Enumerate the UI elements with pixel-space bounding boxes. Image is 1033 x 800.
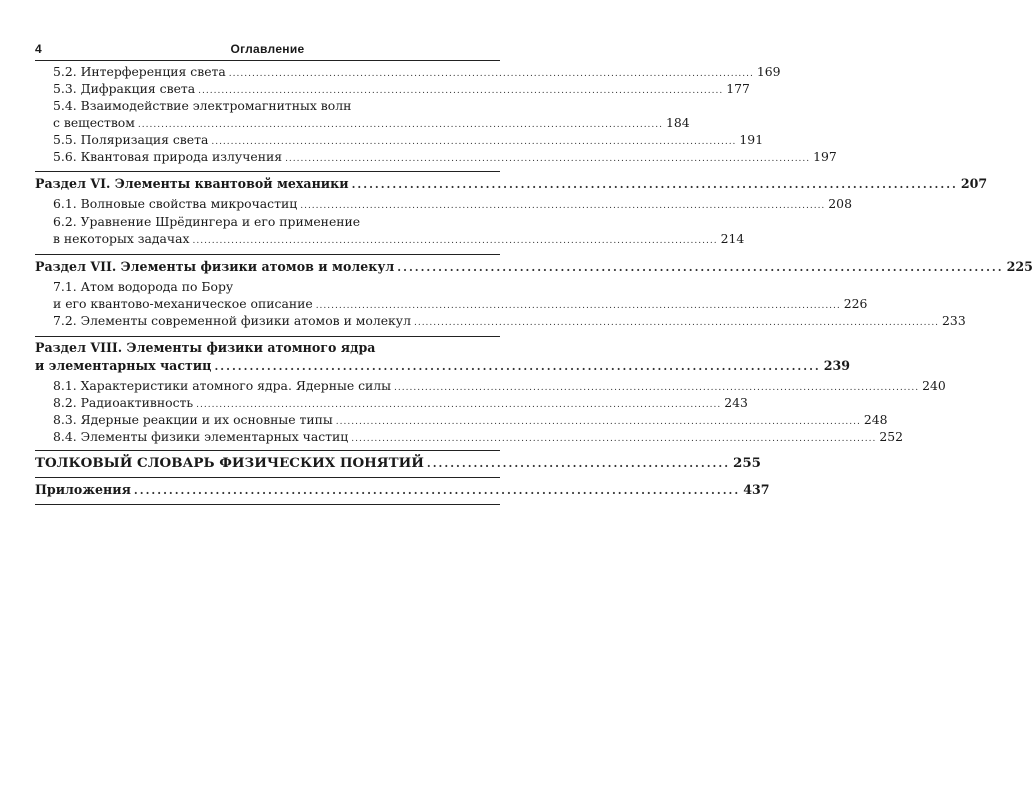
toc-section-text: Раздел VI. Элементы квантовой механики: [35, 176, 349, 191]
leader-dots: ........................................................................................................................................: [285, 154, 811, 164]
toc-entry[interactable]: [53, 132, 764, 149]
leader-dots: ........................................................................................................: [214, 360, 821, 373]
toc-entry-continuation[interactable]: [53, 296, 868, 313]
toc-entry-continuation[interactable]: [53, 115, 690, 132]
leader-dots: ........................................................................................................................................: [198, 86, 724, 96]
leader-dots: ........................................................................................................................................: [196, 400, 722, 410]
leader-dots: ........................................................................................................................................: [413, 318, 940, 328]
toc-entry[interactable]: [53, 81, 750, 98]
toc-entry-text: 7.2. Элементы современной физики атомов и молекул: [53, 313, 411, 328]
section-rule: [35, 336, 500, 337]
toc-entry-page: 177: [726, 81, 750, 96]
toc-entry[interactable]: [53, 429, 903, 446]
toc-section-text: Раздел VIII. Элементы физики атомного ядра: [35, 340, 376, 355]
leader-dots: ........................................................................................................................................: [351, 434, 877, 444]
section-rule: [35, 504, 500, 505]
leader-dots: ........................................................................................................................................: [211, 137, 737, 147]
section-rule: [35, 477, 500, 478]
toc-section[interactable]: [35, 259, 1033, 277]
toc-entry-text: 8.3. Ядерные реакции и их основные типы: [53, 412, 333, 427]
toc-section-text: и элементарных частиц: [35, 358, 212, 373]
toc-entry-text: 8.2. Радиоактивность: [53, 395, 194, 410]
toc-entry[interactable]: [53, 378, 946, 395]
toc-entry-text: 8.4. Элементы физики элементарных частиц: [53, 429, 349, 444]
leader-dots: ........................................................................................................................................: [335, 417, 861, 427]
toc-entry-page: 243: [724, 395, 748, 410]
leader-dots: ........................................................................................................: [133, 484, 741, 497]
section-rule: [35, 171, 500, 172]
toc-entry-page: 233: [942, 313, 966, 328]
toc-entry[interactable]: [53, 149, 837, 166]
toc-section[interactable]: [35, 340, 500, 358]
toc-section-page: 225: [1006, 259, 1033, 274]
leader-dots: ........................................................................................................: [397, 261, 1004, 274]
toc-entry-continuation[interactable]: [53, 231, 745, 248]
toc-entry-text: 6.1. Волновые свойства микрочастиц: [53, 196, 298, 211]
toc-section[interactable]: [35, 176, 988, 194]
leader-dots: ....................................................: [426, 457, 731, 470]
toc-entry-page: 226: [843, 296, 868, 311]
running-header: [35, 42, 500, 58]
toc-entry-page: 169: [756, 64, 781, 79]
toc-entry-text: с веществом: [53, 115, 135, 130]
toc-entry-text: 5.6. Квантовая природа излучения: [53, 149, 283, 164]
toc-entry-page: 184: [666, 115, 690, 130]
toc-entry-text: 5.3. Дифракция света: [53, 81, 196, 96]
leader-dots: ........................................................................................................: [351, 178, 958, 191]
toc-entry-page: 214: [720, 231, 745, 246]
toc-entry[interactable]: [53, 98, 500, 115]
toc-entry[interactable]: [53, 214, 500, 231]
toc-entry-page: 191: [739, 132, 764, 147]
leader-dots: ........................................................................................................................................: [315, 301, 841, 311]
toc-entry-text: 6.2. Уравнение Шрёдингера и его применение: [53, 214, 361, 229]
toc-entry-text: 8.1. Характеристики атомного ядра. Ядерные силы: [53, 378, 392, 393]
toc-entry[interactable]: [53, 313, 966, 330]
leader-dots: ........................................................................................................................................: [192, 236, 718, 246]
leader-dots: ........................................................................................................................................: [137, 120, 663, 130]
toc-section-text: Раздел VII. Элементы физики атомов и молекул: [35, 259, 395, 274]
toc-appendices-text: Приложения: [35, 482, 131, 497]
toc-entry[interactable]: [53, 64, 781, 81]
header-rule: [35, 60, 500, 61]
toc-glossary[interactable]: [35, 455, 761, 473]
toc-entry-text: в некоторых задачах: [53, 231, 190, 246]
section-rule: [35, 450, 500, 451]
leader-dots: ........................................................................................................................................: [228, 69, 754, 79]
toc-entry-text: и его квантово-механическое описание: [53, 296, 313, 311]
running-title: Оглавление: [230, 42, 305, 56]
toc-entry[interactable]: [53, 196, 852, 213]
toc-section-page: 239: [823, 358, 851, 373]
toc-entry-page: 252: [879, 429, 903, 444]
toc-entry-text: 7.1. Атом водорода по Бору: [53, 279, 234, 294]
page-number: 4: [35, 42, 42, 56]
toc-entry-page: 208: [828, 196, 852, 211]
toc-entry-text: 5.5. Поляризация света: [53, 132, 209, 147]
section-rule: [35, 254, 500, 255]
toc-entry-text: 5.4. Взаимодействие электромагнитных волн: [53, 98, 352, 113]
toc-entry[interactable]: [53, 279, 500, 296]
toc-glossary-text: ТОЛКОВЫЙ СЛОВАРЬ ФИЗИЧЕСКИХ ПОНЯТИЙ: [35, 455, 424, 471]
toc-entry-page: 197: [813, 149, 837, 164]
toc-entry-text: 5.2. Интерференция света: [53, 64, 226, 79]
toc-appendices[interactable]: [35, 482, 770, 500]
toc-entry-page: 248: [863, 412, 888, 427]
toc-section-continuation[interactable]: [35, 358, 851, 376]
toc-glossary-page: 255: [733, 455, 761, 471]
toc-entry[interactable]: [53, 412, 888, 429]
toc-appendices-page: 437: [743, 482, 770, 497]
toc-entry[interactable]: [53, 395, 748, 412]
toc-entry-page: 240: [922, 378, 946, 393]
leader-dots: ........................................................................................................................................: [394, 383, 920, 393]
leader-dots: ........................................................................................................................................: [300, 201, 826, 211]
toc-section-page: 207: [960, 176, 988, 191]
